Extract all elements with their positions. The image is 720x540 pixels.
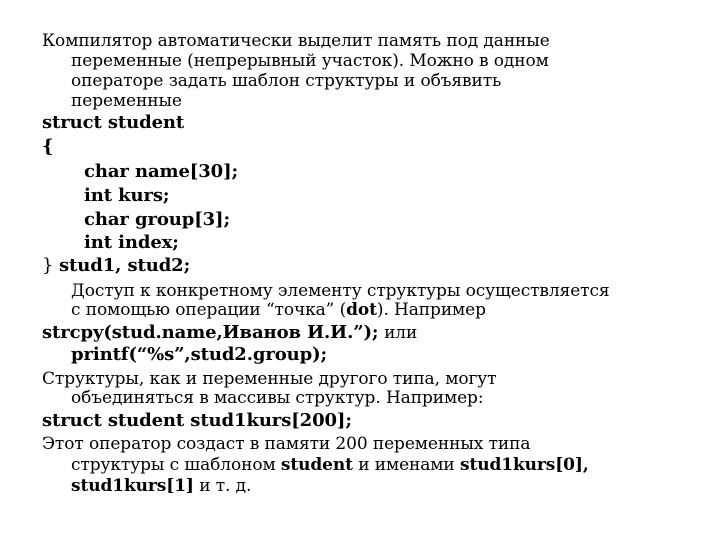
code-line: struct student stud1kurs[200]; <box>42 410 352 431</box>
text-span: или <box>384 323 418 343</box>
strcpy-call: strcpy(stud.name,Иванов И.И.”); <box>42 322 379 343</box>
code-line: int kurs; <box>84 185 170 206</box>
keyword-stud1kurs-1: stud1kurs[1] <box>71 476 194 496</box>
text-line <box>71 455 589 475</box>
text-line: переменные <box>71 91 182 111</box>
text-line: операторе задать шаблон структуры и объявить <box>71 71 502 91</box>
variable-names: stud1, stud2; <box>58 255 191 276</box>
text-span: ). Например <box>376 300 486 320</box>
text-line: Этот оператор создаст в памяти 200 переменных типа <box>42 434 531 454</box>
text-line: Компилятор автоматически выделит память под данные <box>42 31 550 51</box>
text-line: объединяться в массивы структур. Например: <box>71 388 484 408</box>
keyword-dot: dot <box>346 300 377 320</box>
text-line <box>71 476 251 496</box>
text-span: с помощью операции “точка” ( <box>71 300 347 320</box>
code-line: int index; <box>84 232 179 253</box>
code-line: char group[3]; <box>84 209 231 230</box>
text-span: структуры с шаблоном <box>71 455 281 475</box>
closing-brace: } <box>42 255 54 276</box>
text-line <box>71 300 486 320</box>
keyword-stud1kurs-0: stud1kurs[0], <box>459 455 589 475</box>
text-line: переменные (непрерывный участок). Можно в одном <box>71 51 549 71</box>
code-line: printf(“%s”,stud2.group); <box>71 344 328 365</box>
code-line <box>42 256 190 276</box>
text-span: и т. д. <box>193 476 252 496</box>
code-line: struct student <box>42 112 185 133</box>
text-line: Доступ к конкретному элементу структуры осуществляется <box>71 281 610 301</box>
code-line: char name[30]; <box>84 161 239 182</box>
code-line: { <box>42 136 54 157</box>
text-line: Структуры, как и переменные другого типа, могут <box>42 369 497 389</box>
keyword-student: student <box>280 455 353 475</box>
code-line <box>42 323 417 343</box>
text-span: и именами <box>352 455 460 475</box>
